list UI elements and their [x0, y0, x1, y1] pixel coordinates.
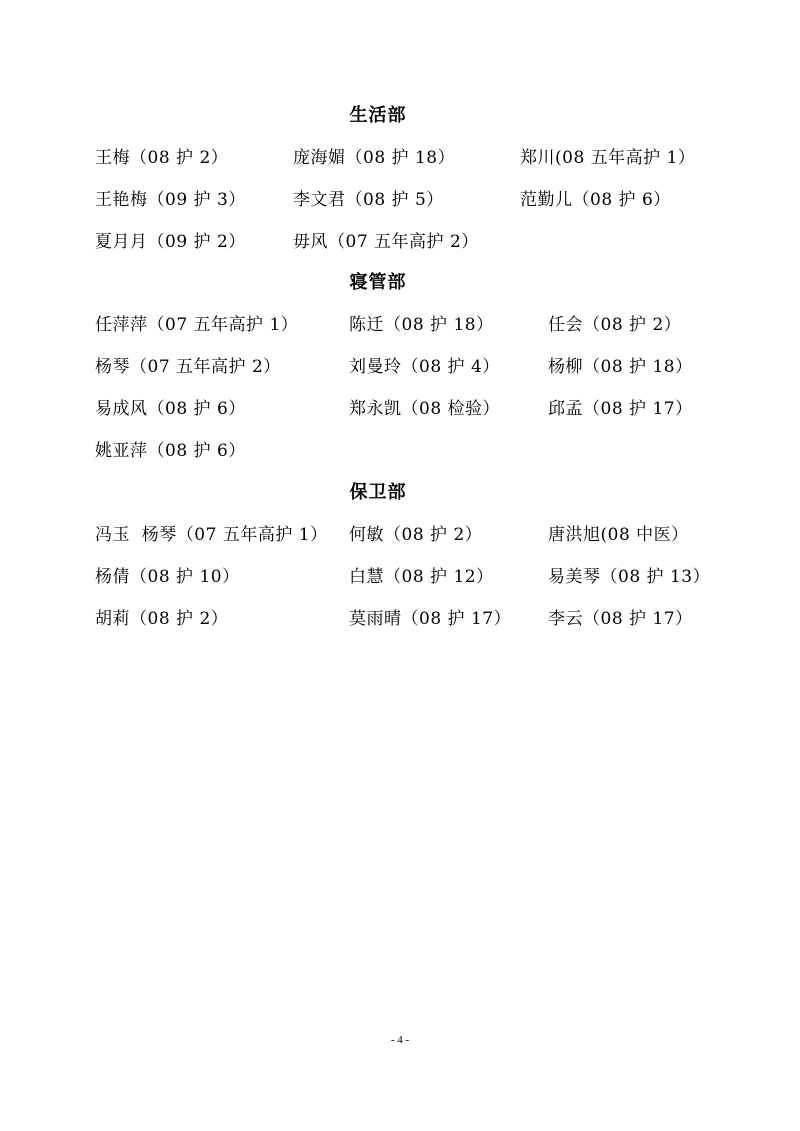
- page-number: - 4 -: [390, 1034, 410, 1046]
- member-entry: 邱孟（08 护 17）: [548, 399, 693, 419]
- member-row: [0, 312, 800, 338]
- member-entry: 郑永凯（08 检验）: [349, 399, 501, 419]
- member-entry: 白慧（08 护 12）: [349, 567, 494, 587]
- member-entry: 易成风（08 护 6）: [95, 399, 246, 419]
- member-row: [0, 145, 800, 171]
- member-entry: 李云（08 护 17）: [548, 609, 693, 629]
- member-row: [0, 187, 800, 213]
- member-row: [0, 354, 800, 380]
- member-entry: 庞海媚（08 护 18）: [293, 148, 456, 168]
- member-entry: 李文君（08 护 5）: [293, 190, 444, 210]
- member-entry: 夏月月（09 护 2）: [95, 232, 246, 252]
- member-entry: 何敏（08 护 2）: [349, 525, 483, 545]
- section-title-life: 生活部: [349, 105, 407, 126]
- member-entry: 任会（08 护 2）: [548, 315, 682, 335]
- member-entry: 郑川(08 五年高护 1）: [520, 148, 696, 168]
- section-title-dorm: 寝管部: [349, 272, 407, 293]
- member-entry: 杨琴（07 五年高护 2）: [95, 357, 281, 377]
- member-entry: 王梅（08 护 2）: [95, 148, 229, 168]
- member-entry: 莫雨晴（08 护 17）: [349, 609, 512, 629]
- member-row: [0, 229, 800, 255]
- member-row: [0, 522, 800, 548]
- member-entry: 刘曼玲（08 护 4）: [349, 357, 500, 377]
- member-entry: 任萍萍（07 五年高护 1）: [95, 315, 299, 335]
- member-entry: 杨倩（08 护 10）: [95, 567, 240, 587]
- member-entry: 胡莉（08 护 2）: [95, 609, 229, 629]
- member-entry: 易美琴（08 护 13）: [548, 567, 711, 587]
- member-row: [0, 606, 800, 632]
- member-entry: 毋风（07 五年高护 2）: [293, 232, 479, 252]
- member-row: [0, 564, 800, 590]
- member-entry: 冯玉 杨琴（07 五年高护 1）: [95, 525, 328, 545]
- member-entry: 王艳梅（09 护 3）: [95, 190, 246, 210]
- section-title-security: 保卫部: [349, 482, 407, 503]
- member-row: [0, 438, 800, 464]
- member-entry: 陈迁（08 护 18）: [349, 315, 494, 335]
- member-entry: 范勤儿（08 护 6）: [520, 190, 671, 210]
- member-entry: 唐洪旭(08 中医）: [548, 525, 689, 545]
- member-entry: 杨柳（08 护 18）: [548, 357, 693, 377]
- member-row: [0, 396, 800, 422]
- member-entry: 姚亚萍（08 护 6）: [95, 441, 246, 461]
